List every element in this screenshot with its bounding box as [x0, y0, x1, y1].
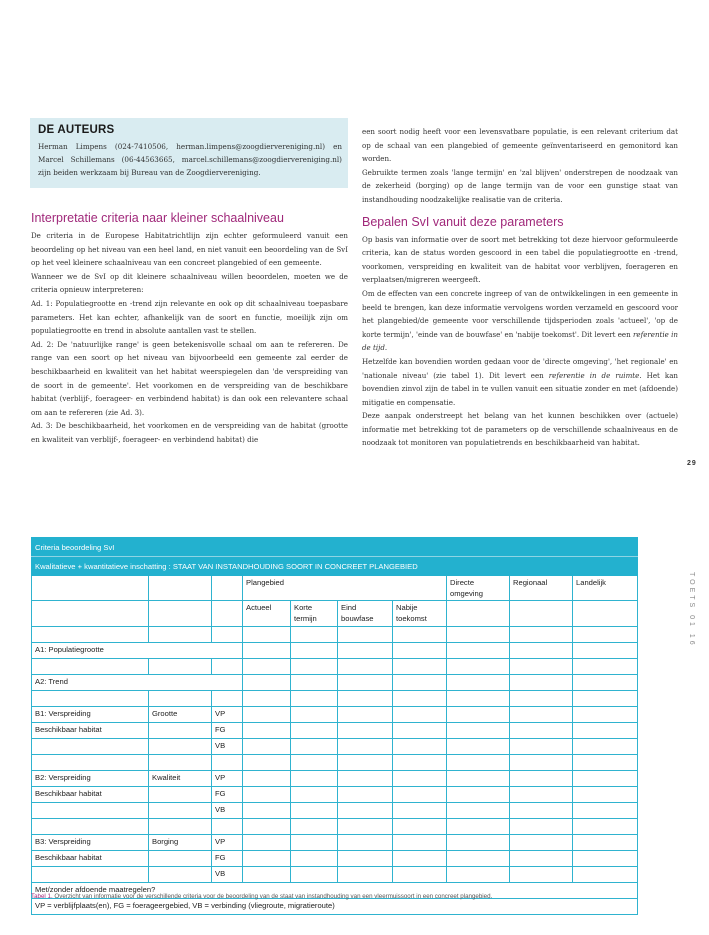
emphasis: referentie in de ruimte [548, 370, 640, 380]
authors-text: Herman Limpens (024-7410506, herman.limpens@zoogdiervereniging.nl) en Marcel Schillemans (06-44563665, marcel.schillemans@zoogdiervereniging.nl) zijn beiden werkzaam bij Bureau van de Zoogdiervereniging. [38, 142, 342, 177]
code-vp: VP [212, 835, 243, 851]
text-span: . [384, 343, 388, 353]
authors-box [30, 118, 348, 188]
paragraph: Ad. 2: De 'natuurlijke range' is geen betekenisvolle schaal om aan te refereren. De range van een soort op het niveau van bijvoorbeeld een gemeente zal eerder de beschikbaarheid en kwaliteit van het habitat weerspiegelen dan 'de verspreiding van de soort in de gemeente'. Het voorkomen en de verspreiding van de beschikbare habitat (verblijf-, foerageer- en verbindend habitat) is dan ook een relevantere schaal om aan te refereren (zie Ad. 3). [31, 339, 348, 417]
paragraph: Gebruikte termen zoals 'lange termijn' en 'zal blijven' onderstrepen de noodzaak van de zekerheid (borging) op de lange termijn van de voor een gunstige staat van instandhouding noodzakelijke realisatie van de criteria. [362, 167, 678, 204]
code-vb: VB [212, 803, 243, 819]
row-label-b1: B1: Verspreiding [32, 707, 149, 723]
col-head-landelijk: Landelijk [573, 576, 638, 601]
col-head-nabije: Nabije toekomst [393, 601, 447, 627]
table-cell [32, 601, 149, 627]
legend-row: VP = verblijfplaats(en), FG = foerageergebied, VB = verbinding (vliegroute, migratieroute) [32, 899, 638, 915]
table-row [32, 691, 638, 707]
code-vb: VB [212, 867, 243, 883]
table-row [32, 723, 638, 739]
row-label-habitat: Beschikbaar habitat [32, 723, 149, 739]
code-fg: FG [212, 787, 243, 803]
text-span: Hetzelfde kan bovendien worden gedaan voor de 'directe omgeving', 'het regionale' en 'nationale niveau' (zie tabel 1). Dit levert een [362, 356, 678, 380]
paragraph: Deze aanpak onderstreept het belang van het kunnen beschikken over (actuele) informatie met betrekking tot de parameters op de verschillende schaalniveaus en de noodzaak tot monitoren van populatietrends en beschikbaarheid van habitat. [362, 411, 678, 448]
paragraph: De criteria in de Europese Habitatrichtlijn zijn echter geformuleerd vanuit een beoordeling op het niveau van een heel land, en niet vanuit een beoordeling van de SvI op het veel kleinere schaalniveau van een concreet plangebied of een gemeente. [31, 231, 348, 268]
table-row [32, 601, 638, 627]
table-cell [32, 576, 149, 601]
left-column [31, 211, 348, 447]
row-label-a2: A2: Trend [32, 675, 243, 691]
row-label-b2: B2: Verspreiding [32, 771, 149, 787]
table-cell [149, 601, 212, 627]
authors-title: DE AUTEURS [38, 124, 115, 136]
row-label-habitat: Beschikbaar habitat [32, 851, 149, 867]
row-sub-kwaliteit: Kwaliteit [149, 771, 212, 787]
table-row [32, 819, 638, 835]
code-vp: VP [212, 707, 243, 723]
text-span: . Het kan bovendien zinvol zijn de tabel in te vullen vanuit een situatie zonder en met (afdoende) mitigatie en compensatie. [362, 370, 678, 407]
table-cell [573, 601, 638, 627]
paragraph: Op basis van informatie over de soort met betrekking tot deze hiervoor geformuleerde criteria, kan de status worden gescoord in een tabel die populatiegrootte en -trend, voorkomen, verspreiding en kwaliteit van de habitat voor verblijven, foerageren en verplaatsen/migreren weergeeft. [362, 234, 678, 285]
table-cell [212, 576, 243, 601]
emphasis: referentie in de tijd [362, 329, 678, 353]
paragraph [362, 287, 678, 355]
right-column [362, 125, 678, 450]
table-row [32, 707, 638, 723]
table-row [32, 851, 638, 867]
paragraph: Ad. 3: De beschikbaarheid, het voorkomen en de verspreiding van de habitat (grootte en kwaliteit van verblijf-, foerageer- en verbindend habitat) die [31, 421, 348, 444]
col-head-korte: Korte termijn [291, 601, 338, 627]
table-cell [149, 576, 212, 601]
table-title: Criteria beoordeling SvI [32, 538, 638, 557]
row-label-habitat: Beschikbaar habitat [32, 787, 149, 803]
paragraph: Ad. 1: Populatiegrootte en -trend zijn relevante en ook op dit schaalniveau toepasbare parameters. Het kan echter, afhankelijk van de soort en functie, moeilijk zijn om populatiegrootte en trend in absolute aantallen vast te stellen. [31, 298, 348, 336]
col-head-directe: Directe omgeving [447, 576, 510, 601]
table-cell [212, 601, 243, 627]
journal-tag: TOETS 01 16 [688, 572, 695, 648]
col-head-eind: Eind bouwfase [338, 601, 393, 627]
row-sub-borging: Borging [149, 835, 212, 851]
paragraph: een soort nodig heeft voor een levensvatbare populatie, is een relevant criterium dat op de schaal van een plangebied of gemeente geïnventariseerd en gemonitord kan worden. [362, 127, 678, 164]
code-fg: FG [212, 851, 243, 867]
col-head-plangebied: Plangebied [243, 576, 447, 601]
criteria-table [31, 537, 638, 915]
page-number: 29 [687, 460, 697, 467]
table-row [32, 899, 638, 915]
table-row [32, 867, 638, 883]
table-header-row [32, 538, 638, 557]
paragraph: Wanneer we de SvI op dit kleinere schaalniveau willen beoordelen, moeten we de criteria opnieuw interpreteren: [31, 271, 348, 295]
table-caption [31, 893, 492, 900]
table-row [32, 771, 638, 787]
table-row [32, 803, 638, 819]
table-row [32, 627, 638, 643]
table-header-row [32, 557, 638, 576]
row-label-b3: B3: Verspreiding [32, 835, 149, 851]
section-heading-bepalen: Bepalen SvI vanuit deze parameters [362, 214, 564, 229]
code-vp: VP [212, 771, 243, 787]
text-span: Om de effecten van een concrete ingreep of van de ontwikkelingen in een gemeente in beeld te brengen, kan deze informatie vervolgens worden verzameld en gescoord voor het plangebied/de gemeente voor verschillende tijdsperioden zoals 'actueel', 'op de korte termijn', 'einde van de bouwfase' en 'nabije toekomst'. Dit levert een [362, 288, 678, 339]
caption-text: Overzicht van informatie voor de verschillende criteria voor de beoordeling van de staat van instandhouding van een vleermuissoort in een concreet plangebied. [54, 893, 493, 900]
table-row [32, 739, 638, 755]
table-row [32, 675, 638, 691]
col-head-regionaal: Regionaal [510, 576, 573, 601]
paragraph [362, 355, 678, 409]
table-row [32, 659, 638, 675]
maatregelen-row: Met/zonder afdoende maatregelen? [32, 883, 638, 899]
table-row [32, 787, 638, 803]
table-row [32, 835, 638, 851]
col-head-actueel: Actueel [243, 601, 291, 627]
caption-label: Tabel 1. [31, 893, 53, 900]
code-fg: FG [212, 723, 243, 739]
row-sub-grootte: Grootte [149, 707, 212, 723]
code-vb: VB [212, 739, 243, 755]
table-cell [510, 601, 573, 627]
table-subtitle: Kwalitatieve + kwantitatieve inschatting : STAAT VAN INSTANDHOUDING SOORT IN CONCREET PLANGEBIED [32, 557, 638, 576]
table-row [32, 755, 638, 771]
table-row [32, 576, 638, 601]
table-row [32, 643, 638, 659]
section-heading-interpretatie: Interpretatie criteria naar kleiner schaalniveau [31, 211, 284, 225]
table-cell [447, 601, 510, 627]
row-label-a1: A1: Populatiegrootte [32, 643, 243, 659]
